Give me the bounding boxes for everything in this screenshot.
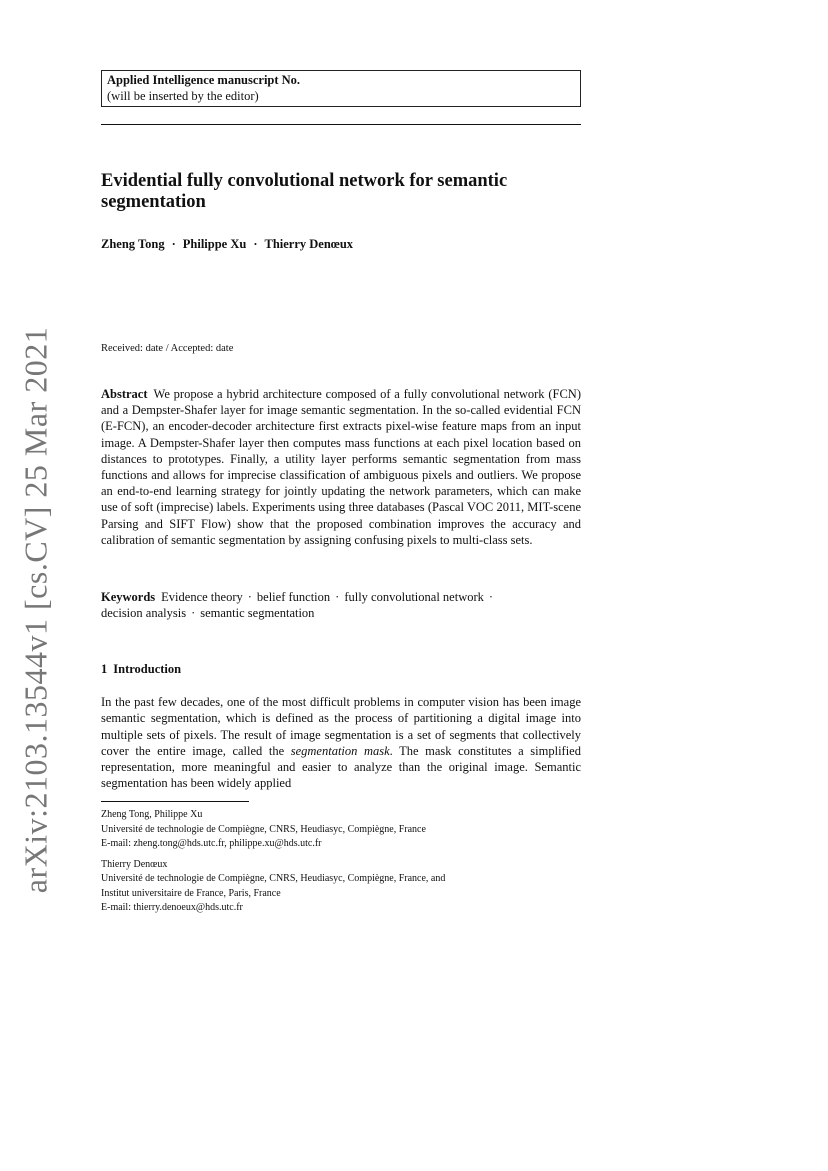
author-name: Thierry Denœux	[264, 237, 354, 251]
keyword: decision analysis	[101, 606, 187, 621]
paper-title: Evidential fully convolutional network for semantic segmentation	[101, 171, 508, 212]
author-affiliations	[101, 808, 581, 922]
affiliation-block	[101, 858, 581, 916]
keyword-separator: ·	[335, 590, 340, 604]
section-title: Introduction	[113, 662, 182, 676]
keyword-separator: ·	[488, 590, 494, 604]
introduction-paragraph	[101, 694, 581, 792]
affiliation-line: Institut universitaire de France, Paris, France	[101, 887, 281, 899]
keyword: belief function	[256, 590, 331, 604]
author-list	[101, 236, 401, 252]
intro-text: . The mask constitutes a simplified representation, more meaningful and easier to analyze than the original image. Semantic segmentation has been widely applied	[101, 743, 581, 791]
affiliation-line: E-mail: thierry.denoeux@hds.utc.fr	[101, 902, 243, 913]
author-separator: ·	[171, 237, 176, 251]
keyword: fully convolutional network	[344, 590, 484, 604]
abstract-text: We propose a hybrid architecture composed of a fully convolutional network (FCN) and a Dempster-Shafer layer for image semantic segmentation. In the so-called evidential FCN (E-FCN), an encoder-decoder architecture first extracts pixel-wise feature maps from an input image. A Dempster-Shafer layer then computes mass functions at each pixel location based on distances to prototypes. Finally, a utility layer performs semantic segmentation from mass functions and allows for imprecise classification of ambiguous pixels and outliers. We propose an end-to-end learning strategy for jointly updating the network parameters, which can make use of soft (imprecise) labels. Experiments using three databases (Pascal VOC 2011, MIT-scene Parsing and SIFT Flow) show that the proposed combination improves the accuracy and calibration of semantic segmentation by assigning confusing pixels to multi-class sets.	[101, 387, 581, 547]
journal-header-title: Applied Intelligence manuscript No.	[107, 73, 301, 87]
received-accepted-line: Received: date / Accepted: date	[101, 343, 234, 354]
affiliation-line: Université de technologie de Compiègne, CNRS, Heudiasyc, Compiègne, France	[101, 823, 426, 835]
affiliation-line: Thierry Denœux	[101, 858, 168, 870]
affiliation-block	[101, 808, 581, 852]
keyword-separator: ·	[247, 590, 252, 604]
footnote-rule	[101, 801, 249, 802]
section-number: 1	[101, 662, 108, 676]
keyword: semantic segmentation	[200, 606, 315, 621]
abstract	[101, 386, 581, 548]
header-rule	[101, 124, 581, 125]
author-separator: ·	[253, 237, 258, 251]
affiliation-line: Université de technologie de Compiègne, CNRS, Heudiasyc, Compiègne, France, and	[101, 873, 446, 884]
journal-header-note: (will be inserted by the editor)	[107, 89, 259, 103]
journal-header-box	[101, 70, 581, 107]
intro-text: In the past few decades, one of the most difficult problems in computer vision has been image semantic segmentation, which is defined as the process of partitioning a digital image into multiple sets of pixels. The result of image segmentation is a set of segments that collectively cover the entire image, called the	[101, 695, 581, 758]
keyword-separator: ·	[191, 606, 196, 621]
arxiv-side-stamp: arXiv:2103.13544v1 [cs.CV] 25 Mar 2021	[17, 326, 54, 894]
affiliation-line: E-mail: zheng.tong@hds.utc.fr, philippe.xu@hds.utc.fr	[101, 838, 322, 849]
abstract-label: Abstract	[101, 387, 148, 401]
keywords-label: Keywords	[101, 590, 156, 604]
author-name: Philippe Xu	[182, 237, 247, 251]
section-heading	[101, 662, 181, 677]
keyword: Evidence theory	[161, 590, 243, 604]
intro-emphasis: segmentation mask	[290, 743, 390, 758]
author-name: Zheng Tong	[101, 237, 165, 251]
affiliation-line: Zheng Tong, Philippe Xu	[101, 809, 203, 820]
keywords	[101, 589, 581, 621]
